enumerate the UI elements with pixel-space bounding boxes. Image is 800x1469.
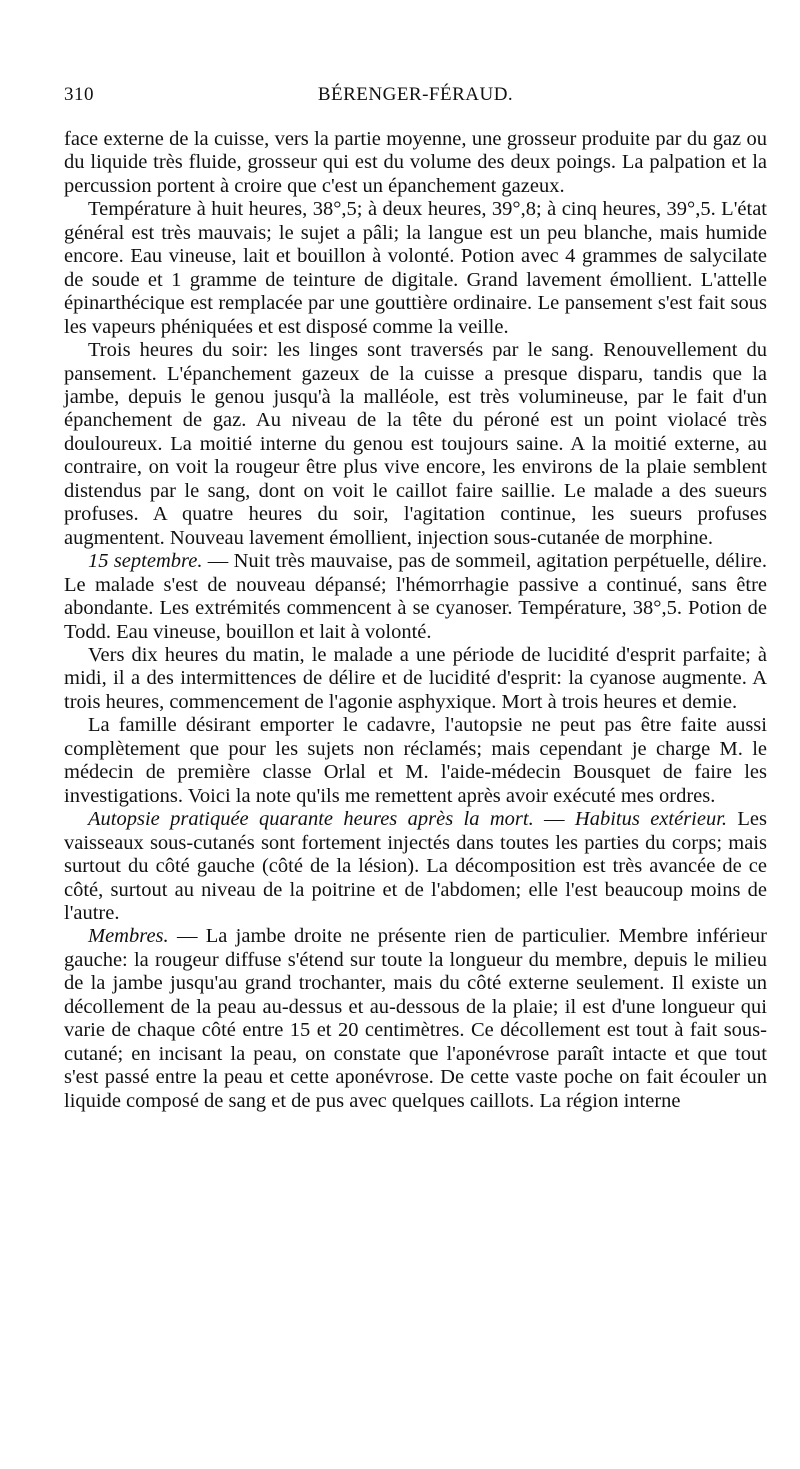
- paragraph-lead: Membres.: [88, 925, 169, 948]
- paragraph: [64, 128, 767, 198]
- paragraph: [64, 714, 767, 808]
- paragraph: [64, 925, 767, 1113]
- paragraph-text: Les vaisseaux sous-cutanés sont fortement injectés dans toutes les parties du corps; mais surtout du côté gauche (côté de la lésion). La décomposition est très avancée de ce côté, surtout au niveau de la poitrine et de l'abdomen; elle l'est beaucoup moins de l'autre.: [64, 808, 767, 924]
- paragraph-text: Température à huit heures, 38°,5; à deux heures, 39°,8; à cinq heures, 39°,5. L'état général est très mauvais; le sujet a pâli; la langue est un peu blanche, mais humide encore. Eau vineuse, lait et bouillon à volonté. Potion avec 4 grammes de salycilate de soude et 1 gramme de teinture de digitale. Grand lavement émollient. L'attelle épinarthécique est remplacée par une gouttière ordinaire. Le pansement s'est fait sous les vapeurs phéniquées et est disposé comme la veille.: [64, 198, 767, 338]
- paragraph: [64, 339, 767, 550]
- paragraph: [64, 550, 767, 644]
- page-number: 310: [64, 84, 94, 105]
- page-header: [64, 84, 767, 114]
- paragraph: [64, 644, 767, 714]
- paragraph: [64, 808, 767, 925]
- paragraph-text: La famille désirant emporter le cadavre, l'autopsie ne peut pas être faite aussi complètement que pour les sujets non réclamés; mais cependant je charge M. le médecin de première classe Orlal et M. l'aide-médecin Bousquet de faire les investigations. Voici la note qu'ils me remettent après avoir exécuté mes ordres.: [64, 714, 767, 807]
- running-head: BÉRENGER-FÉRAUD.: [317, 84, 514, 105]
- page-body: [64, 128, 767, 1113]
- paragraph-text: — Nuit très mauvaise, pas de sommeil, agitation perpétuelle, délire. Le malade s'est de nouveau dépansé; l'hémorrhagie passive a continué, sans être abondante. Les extrémités commencent à se cyanoser. Température, 38°,5. Potion de Todd. Eau vineuse, bouillon et lait à volonté.: [64, 550, 767, 643]
- paragraph-text: — La jambe droite ne présente rien de particulier. Membre inférieur gauche: la rougeur diffuse s'étend sur toute la longueur du membre, depuis le milieu de la jambe jusqu'au grand trochanter, mais du côté externe seulement. Il existe un décollement de la peau au-dessus et au-dessous de la plaie; il est d'une longueur qui varie de chaque côté entre 15 et 20 centimètres. Ce décollement est tout à fait sous-cutané; en incisant la peau, on constate que l'aponévrose paraît intacte et que tout s'est passé entre la peau et cette aponévrose. De cette vaste poche on fait écouler un liquide composé de sang et de pus avec quelques caillots. La région interne: [64, 925, 767, 1112]
- paragraph-lead: Habitus extérieur.: [574, 808, 728, 831]
- paragraph-lead: 15 septembre.: [88, 550, 203, 573]
- paragraph-lead: Autopsie pratiquée quarante heures après la mort.: [88, 808, 534, 831]
- paragraph-text: Vers dix heures du matin, le malade a une période de lucidité d'esprit parfaite; à midi, il a des intermittences de délire et de lucidité d'esprit: la cyanose augmente. A trois heures, commencement de l'agonie asphyxique. Mort à trois heures et demie.: [64, 643, 767, 713]
- paragraph: [64, 198, 767, 339]
- paragraph-text: Trois heures du soir: les linges sont traversés par le sang. Renouvellement du pansement. L'épanchement gazeux de la cuisse a presque disparu, tandis que la jambe, depuis le genou jusqu'à la malléole, est très volumineuse, par le fait d'un épanchement de gaz. Au niveau de la tête du péroné est un point violacé très douloureux. La moitié interne du genou est toujours saine. A la moitié externe, au contraire, on voit la rougeur être plus vive encore, les environs de la plaie semblent distendus par le sang, dont on voit le caillot faire saillie. Le malade a des sueurs profuses. A quatre heures du soir, l'agitation continue, les sueurs profuses augmentent. Nouveau lavement émollient, injection sous-cutanée de morphine.: [64, 339, 767, 549]
- paragraph-text: face externe de la cuisse, vers la partie moyenne, une grosseur produite par du gaz ou du liquide très fluide, grosseur qui est du volume des deux poings. La palpation et la percussion portent à croire que c'est un épanchement gazeux.: [64, 128, 767, 197]
- paragraph-text: —: [533, 808, 575, 831]
